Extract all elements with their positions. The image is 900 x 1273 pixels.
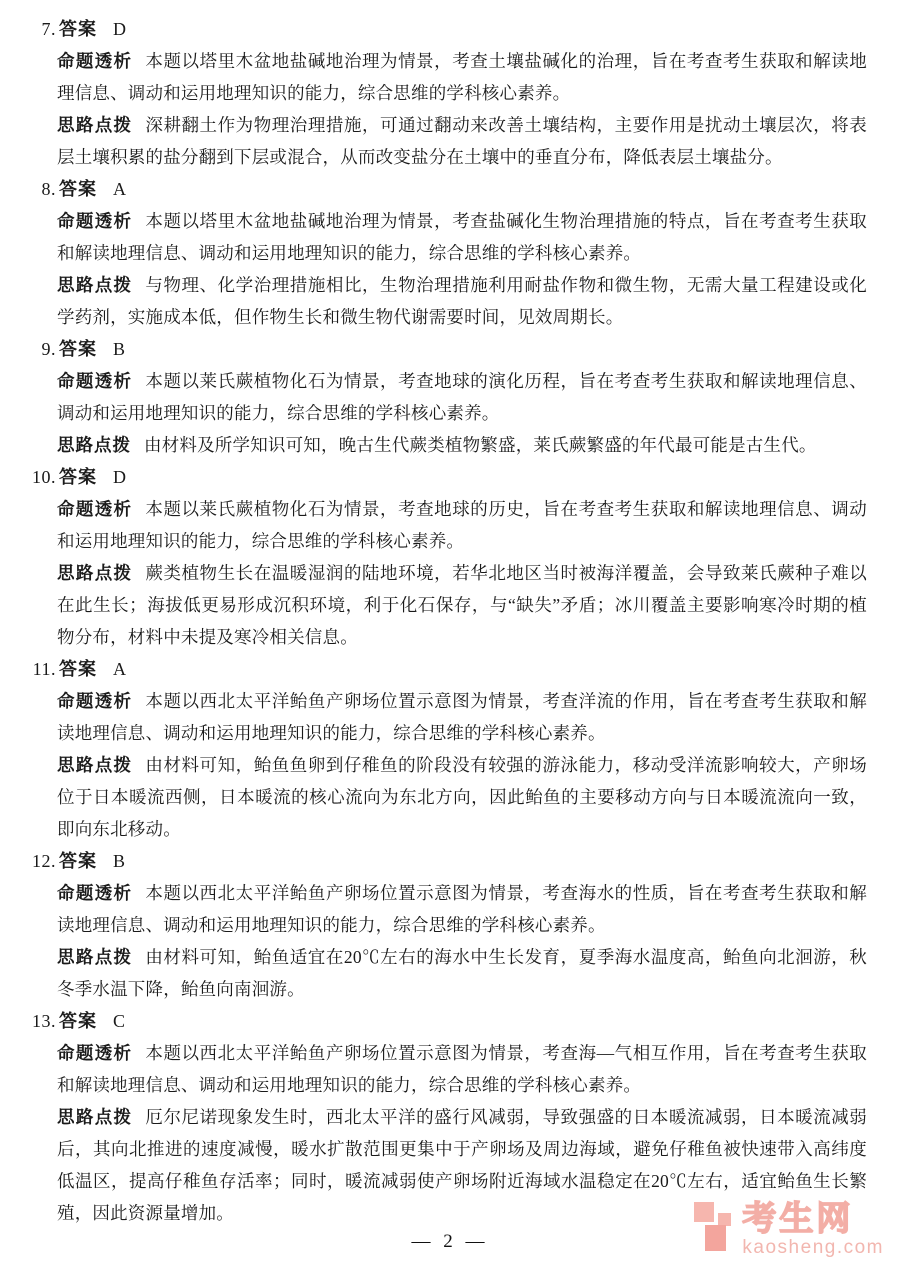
question-number: 12. (32, 851, 56, 871)
question-number: 9. (41, 339, 56, 359)
answer-item (0, 173, 900, 333)
logo-block-top (694, 1202, 714, 1222)
tips-text: 由材料可知，鲐鱼适宜在20℃左右的海水中生长发育，夏季海水温度高，鲐鱼向北洄游，秋冬季水温下降，鲐鱼向南洄游。 (57, 947, 868, 999)
answer-line (0, 461, 900, 493)
answer-label: 答案 (59, 19, 97, 39)
tips-text: 厄尔尼诺现象发生时，西北太平洋的盛行风减弱，导致强盛的日本暖流减弱，日本暖流减弱后，其向北推进的速度减慢，暖水扩散范围更集中于产卵场及周边海域，避免仔稚鱼被快速带入高纬度低温区，提高仔稚鱼存活率；同时，暖流减弱使产卵场附近海域水温稳定在20℃左右，适宜鲐鱼生长繁殖，因此资源量增加。 (57, 1107, 868, 1223)
tips-text: 与物理、化学治理措施相比，生物治理措施利用耐盐作物和微生物，无需大量工程建设或化学药剂，实施成本低，但作物生长和微生物代谢需要时间，见效周期长。 (57, 275, 868, 327)
tips-paragraph (0, 941, 900, 1005)
question-number: 7. (41, 19, 56, 39)
analysis-label: 命题透析 (57, 51, 133, 71)
tips-text: 蕨类植物生长在温暖湿润的陆地环境，若华北地区当时被海洋覆盖，会导致莱氏蕨种子难以在此生长；海拔低更易形成沉积环境，利于化石保存，与“缺失”矛盾；冰川覆盖主要影响寒冷时期的植物分布，材料中未提及寒冷相关信息。 (57, 563, 868, 647)
analysis-text: 本题以塔里木盆地盐碱地治理为情景，考查盐碱化生物治理措施的特点，旨在考查考生获取和解读地理信息、调动和运用地理知识的能力，综合思维的学科核心素养。 (57, 211, 868, 263)
kaosheng-logo-icon (694, 1200, 732, 1252)
answer-item (0, 845, 900, 1005)
answer-line (0, 173, 900, 205)
tips-label: 思路点拨 (57, 755, 133, 775)
answer-label: 答案 (59, 339, 97, 359)
question-number: 8. (41, 179, 56, 199)
analysis-paragraph (0, 1037, 900, 1101)
answer-letter: A (113, 659, 126, 679)
tips-text: 深耕翻土作为物理治理措施，可通过翻动来改善土壤结构，主要作用是扰动土壤层次，将表层土壤积累的盐分翻到下层或混合，从而改变盐分在土壤中的垂直分布，降低表层土壤盐分。 (57, 115, 868, 167)
analysis-text: 本题以莱氏蕨植物化石为情景，考查地球的演化历程，旨在考查考生获取和解读地理信息、调动和运用地理知识的能力，综合思维的学科核心素养。 (57, 371, 868, 423)
analysis-text: 本题以西北太平洋鲐鱼产卵场位置示意图为情景，考查海水的性质，旨在考查考生获取和解读地理信息、调动和运用地理知识的能力，综合思维的学科核心素养。 (57, 883, 868, 935)
analysis-paragraph (0, 877, 900, 941)
answer-letter: C (113, 1011, 126, 1031)
answer-label: 答案 (59, 179, 97, 199)
tips-label: 思路点拨 (57, 1107, 133, 1127)
analysis-paragraph (0, 685, 900, 749)
answer-item (0, 13, 900, 173)
question-number: 11. (32, 659, 56, 679)
tips-label: 思路点拨 (57, 947, 133, 967)
answer-line (0, 845, 900, 877)
answer-letter: A (113, 179, 126, 199)
answer-letter: B (113, 851, 126, 871)
answer-letter: D (113, 467, 126, 487)
answer-line (0, 13, 900, 45)
logo-block-bottom (705, 1225, 726, 1251)
tips-paragraph (0, 269, 900, 333)
analysis-label: 命题透析 (57, 691, 133, 711)
tips-paragraph (0, 749, 900, 845)
tips-text: 由材料及所学知识可知，晚古生代蕨类植物繁盛，莱氏蕨繁盛的年代最可能是古生代。 (144, 435, 817, 455)
analysis-label: 命题透析 (57, 211, 133, 231)
tips-text: 由材料可知，鲐鱼鱼卵到仔稚鱼的阶段没有较强的游泳能力，移动受洋流影响较大，产卵场位于日本暖流西侧，日本暖流的核心流向为东北方向，因此鲐鱼的主要移动方向与日本暖流流向一致，即向东北移动。 (57, 755, 868, 839)
analysis-text: 本题以塔里木盆地盐碱地治理为情景，考查土壤盐碱化的治理，旨在考查考生获取和解读地理信息、调动和运用地理知识的能力，综合思维的学科核心素养。 (57, 51, 868, 103)
tips-paragraph (0, 109, 900, 173)
answer-label: 答案 (59, 467, 97, 487)
question-number: 10. (32, 467, 56, 487)
analysis-text: 本题以莱氏蕨植物化石为情景，考查地球的历史，旨在考查考生获取和解读地理信息、调动和运用地理知识的能力，综合思维的学科核心素养。 (57, 499, 868, 551)
analysis-text: 本题以西北太平洋鲐鱼产卵场位置示意图为情景，考查海—气相互作用，旨在考查考生获取和解读地理信息、调动和运用地理知识的能力，综合思维的学科核心素养。 (57, 1043, 868, 1095)
tips-label: 思路点拨 (57, 115, 133, 135)
tips-label: 思路点拨 (57, 275, 133, 295)
watermark-kaoshengwang (694, 1200, 884, 1258)
answer-label: 答案 (59, 851, 97, 871)
answer-line (0, 333, 900, 365)
answer-label: 答案 (59, 1011, 97, 1031)
tips-paragraph (0, 429, 900, 461)
answer-item (0, 333, 900, 461)
analysis-paragraph (0, 365, 900, 429)
answer-label: 答案 (59, 659, 97, 679)
answer-line (0, 653, 900, 685)
answer-item (0, 461, 900, 653)
answer-items-list (0, 13, 900, 1229)
tips-paragraph (0, 557, 900, 653)
analysis-label: 命题透析 (57, 1043, 133, 1063)
watermark-site-name: 考生网 (742, 1200, 854, 1238)
answer-item (0, 653, 900, 845)
analysis-label: 命题透析 (57, 499, 133, 519)
answer-item (0, 1005, 900, 1229)
watermark-text (742, 1200, 884, 1258)
analysis-paragraph (0, 45, 900, 109)
answer-letter: D (113, 19, 126, 39)
answer-letter: B (113, 339, 126, 359)
page-number: — 2 — (411, 1231, 489, 1252)
question-number: 13. (32, 1011, 56, 1031)
watermark-site-domain: kaosheng.com (742, 1237, 884, 1258)
tips-label: 思路点拨 (57, 435, 131, 455)
analysis-paragraph (0, 493, 900, 557)
answer-line (0, 1005, 900, 1037)
analysis-label: 命题透析 (57, 883, 133, 903)
analysis-label: 命题透析 (57, 371, 133, 391)
tips-label: 思路点拨 (57, 563, 133, 583)
analysis-paragraph (0, 205, 900, 269)
analysis-text: 本题以西北太平洋鲐鱼产卵场位置示意图为情景，考查洋流的作用，旨在考查考生获取和解读地理信息、调动和运用地理知识的能力，综合思维的学科核心素养。 (57, 691, 868, 743)
